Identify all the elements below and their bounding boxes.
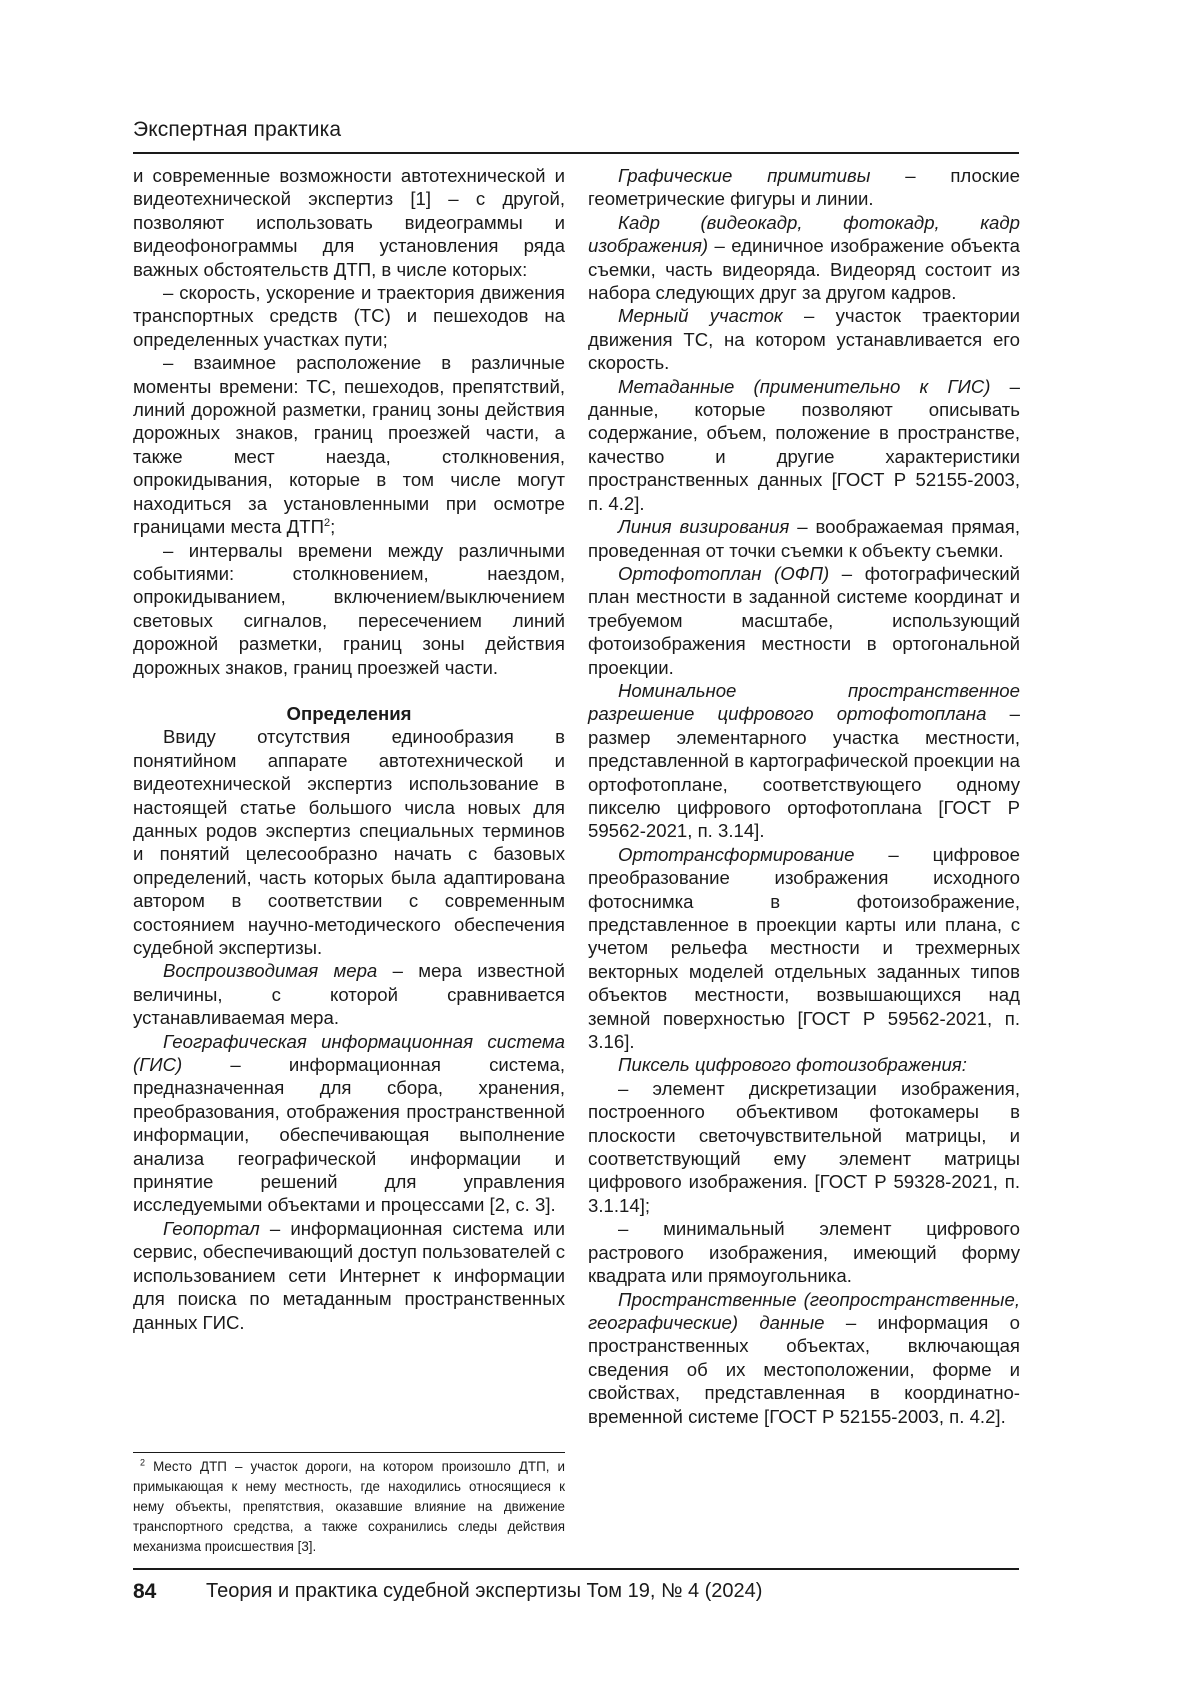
- list-item: – минимальный элемент цифрового растрового изображения, имеющий форму квадрата или прямоугольника.: [588, 1218, 1020, 1287]
- paragraph: и современные возможности автотехнической и видеотехнической экспертиз [1] – с другой, позволяют использовать видеограммы и видеофонограммы для установления ряда важных обстоятельств ДТП, в числе которых:: [133, 165, 565, 280]
- definition: Геопортал – информационная система или сервис, обеспечивающий доступ пользователей с использованием сети Интернет к информации для поиска по метаданным пространственных данных ГИС.: [133, 1217, 565, 1333]
- list-item: – скорость, ускорение и траектория движения транспортных средств (ТС) и пешеходов на определенных участках пути;: [133, 282, 565, 350]
- footnote: [133, 1457, 565, 1557]
- definition: [588, 1053, 1020, 1076]
- definition-term: Геопортал: [163, 1217, 260, 1239]
- definition: Номинальное пространственное разрешение цифрового ортофотоплана – размер элементарного участка местности, представленной в картографической проекции на ортофотоплане, соответствующего одному пикселю цифрового ортофотоплана [ГОСТ Р 59562-2021, п. 3.14].: [588, 679, 1020, 842]
- left-column: [133, 164, 565, 1334]
- definition: Графические примитивы – плоские геометрические фигуры и линии.: [588, 165, 1020, 210]
- definition-term: Ортотрансформирование: [618, 843, 855, 865]
- definition-term: Географическая информационная система (ГИС): [133, 1030, 565, 1076]
- section-heading: Определения: [286, 702, 412, 724]
- header-divider: [133, 152, 1019, 154]
- definition: Линия визирования – воображаемая прямая, проведенная от точки съемки к объекту съемки.: [588, 516, 1020, 561]
- definition-term: Ортофотоплан (ОФП): [618, 562, 830, 584]
- definition: Ортотрансформирование – цифровое преобразование изображения исходного фотоснимка в фотоизображение, представленное в проекции карты или плана, с учетом рельефа местности и трехмерных векторных моделей отдельных заданных типов объектов местности, возвышающихся над земной поверхностью [ГОСТ Р 59562-2021, п. 3.16].: [588, 843, 1020, 1053]
- list-item: – интервалы времени между различными событиями: столкновением, наездом, опрокидыванием, включением/выключением световых сигналов, пересечением линий дорожной разметки, границ зоны действия дорожных знаков, границ проезжей части.: [133, 539, 565, 678]
- footer-divider: [133, 1568, 1019, 1570]
- section-title: Экспертная практика: [133, 118, 342, 141]
- page-number: 84: [133, 1580, 157, 1603]
- definition-term: Метаданные (применительно к ГИС): [618, 375, 991, 397]
- definition: Кадр (видеокадр, фотокадр, кадр изображения) – единичное изображение объекта съемки, часть видеоряда. Видеоряд состоит из набора следующих друг за другом кадров.: [588, 211, 1020, 304]
- definition-term: Мерный участок: [618, 305, 783, 327]
- definition: Пространственные (геопространственные, географические) данные – информация о пространственных объектах, включающая сведения об их местоположении, форме и свойствах, представленная в координатно-временной системе [ГОСТ Р 52155-2003, п. 4.2].: [588, 1288, 1020, 1427]
- footnote-divider: [133, 1452, 565, 1453]
- definition-term: Пиксель цифрового фотоизображения:: [618, 1054, 967, 1076]
- definition: Воспроизводимая мера – мера известной величины, с которой сравнивается устанавливаемая мера.: [133, 960, 566, 1029]
- definition-term: Графические примитивы: [618, 165, 871, 186]
- list-item: – взаимное расположение в различные моменты времени: ТС, пешеходов, препятствий, линий дорожной разметки, границ зоны действия дорожных знаков, границ проезжей части, а также мест наезда, столкновения, опрокидывания, которые в том числе могут находиться за установленными при осмотре границами места ДТП$^2$;: [133, 352, 565, 538]
- definition: Географическая информационная система (ГИС) – информационная система, предназначенная для сбора, хранения, преобразования, отображения пространственной информации, обеспечивающая выполнение анализа географической информации и принятие решений для управления исследуемыми объектами и процессами [2, с. 3].: [133, 1030, 565, 1216]
- definition-term: Пространственные (геопространственные, географические) данные: [588, 1288, 1020, 1333]
- definition: Мерный участок – участок траектории движения ТС, на котором устанавливается его скорость.: [588, 305, 1020, 374]
- definition-term: Линия визирования: [618, 516, 790, 538]
- footnote-reference[interactable]: 2: [324, 516, 331, 529]
- definition-term: Номинальное пространственное разрешение цифрового ортофотоплана: [588, 679, 1020, 725]
- definition: Ортофотоплан (ОФП) – фотографический план местности в заданной системе координат и требуемом масштабе, использующий фотоизображения местности в ортогональной проекции.: [588, 562, 1021, 678]
- journal-citation: Теория и практика судебной экспертизы Том 19, № 4 (2024): [206, 1580, 763, 1602]
- definition-term: Кадр (видеокадр, фотокадр, кадр изображения): [588, 211, 1020, 257]
- right-column: [588, 164, 1020, 1428]
- list-item: – элемент дискретизации изображения, построенного объективом фотокамеры в плоскости светочувствительной матрицы, и соответствующий ему элемент матрицы цифрового изображения. [ГОСТ Р 59328-2021, п. 3.1.14];: [588, 1077, 1020, 1216]
- definition: Метаданные (применительно к ГИС) – данные, которые позволяют описывать содержание, объем, положение в пространстве, качество и другие характеристики пространственных данных [ГОСТ Р 52155-2003, п. 4.2].: [588, 375, 1020, 514]
- paragraph: Ввиду отсутствия единообразия в понятийном аппарате автотехнической и видеотехнической экспертиз использование в настоящей статье большого числа новых для данных родов экспертиз специальных терминов и понятий целесообразно начать с базовых определений, часть которых была адаптирована автором в соответствии с современным состоянием научно-методического обеспечения судебной экспертизы.: [133, 726, 565, 958]
- footnote-marker: 2: [140, 1457, 146, 1468]
- footnote-text: Место ДТП – участок дороги, на котором произошло ДТП, и примыкающая к нему местность, где находились относящиеся к нему объекты, препятствия, оказавшие влияние на движение транспортного средства, а также сохранились следы действия механизма происшествия [3].: [133, 1459, 565, 1554]
- definition-term: Воспроизводимая мера: [163, 960, 378, 982]
